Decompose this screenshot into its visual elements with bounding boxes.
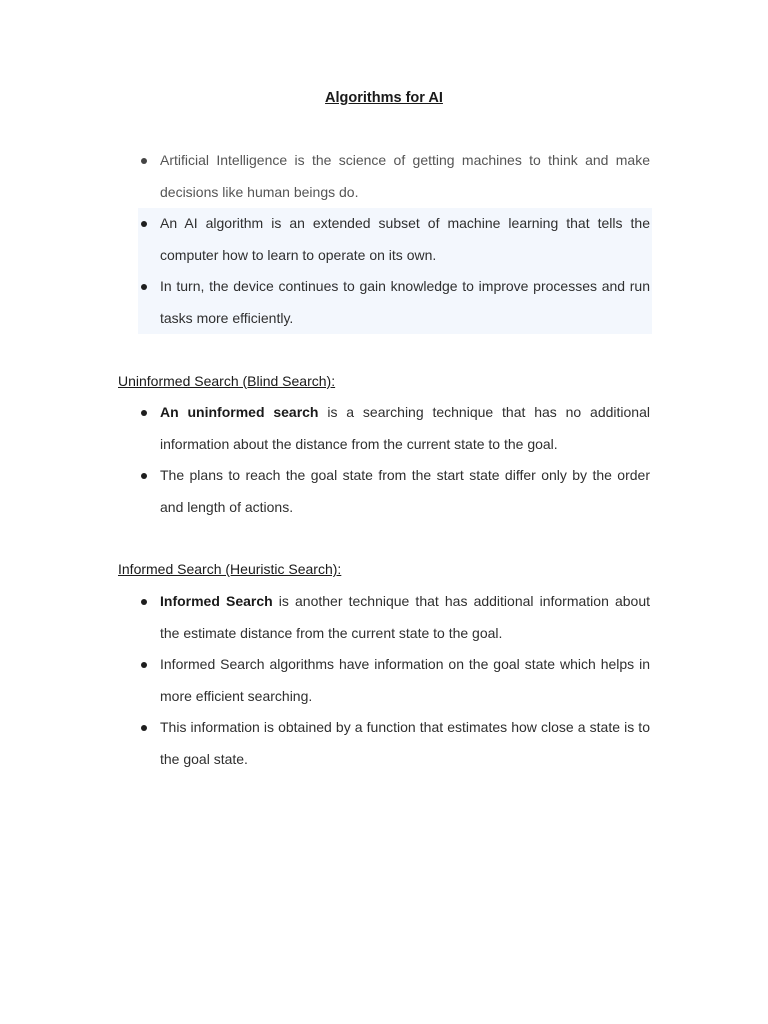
list-item-text: is another technique that has additional information about the estimate distance from the current state to the goal. [160,593,651,641]
list-item [138,649,652,712]
bullet-icon [141,473,147,479]
section-heading-uninformed: Uninformed Search (Blind Search): [118,373,336,389]
document-title: Algorithms for AI [325,90,443,106]
list-item [138,271,652,334]
bold-term: An uninformed search [160,404,319,420]
list-item-text: Informed Search algorithms have information on the goal state which helps in more efficient searching. [160,656,650,704]
list-item [138,145,652,208]
list-item [138,586,652,649]
bullet-icon [141,662,147,668]
list-item [138,712,652,775]
bullet-icon [141,725,147,731]
list-item [138,460,652,523]
list-item-text: The plans to reach the goal state from the start state differ only by the order and length of actions. [160,467,650,515]
list-item-text: In turn, the device continues to gain knowledge to improve processes and run tasks more efficiently. [160,278,650,326]
bullet-icon [141,599,147,605]
bullet-icon [141,221,147,227]
bullet-icon [141,158,147,164]
informed-list [138,586,652,775]
list-item-text: This information is obtained by a function that estimates how close a state is to the goal state. [160,719,650,767]
uninformed-list [138,397,652,523]
list-item-text: An AI algorithm is an extended subset of machine learning that tells the computer how to learn to operate on its own. [160,215,650,263]
list-item-text: Artificial Intelligence is the science of getting machines to think and make decisions like human beings do. [160,152,650,200]
list-item [138,397,652,460]
bullet-icon [141,284,147,290]
section-heading-informed: Informed Search (Heuristic Search): [118,561,342,577]
intro-list [138,145,652,334]
bullet-icon [141,410,147,416]
bold-term: Informed Search [160,593,273,609]
list-item [138,208,652,271]
list-item-text: is a searching technique that has no additional information about the distance from the current state to the goal. [160,404,650,452]
